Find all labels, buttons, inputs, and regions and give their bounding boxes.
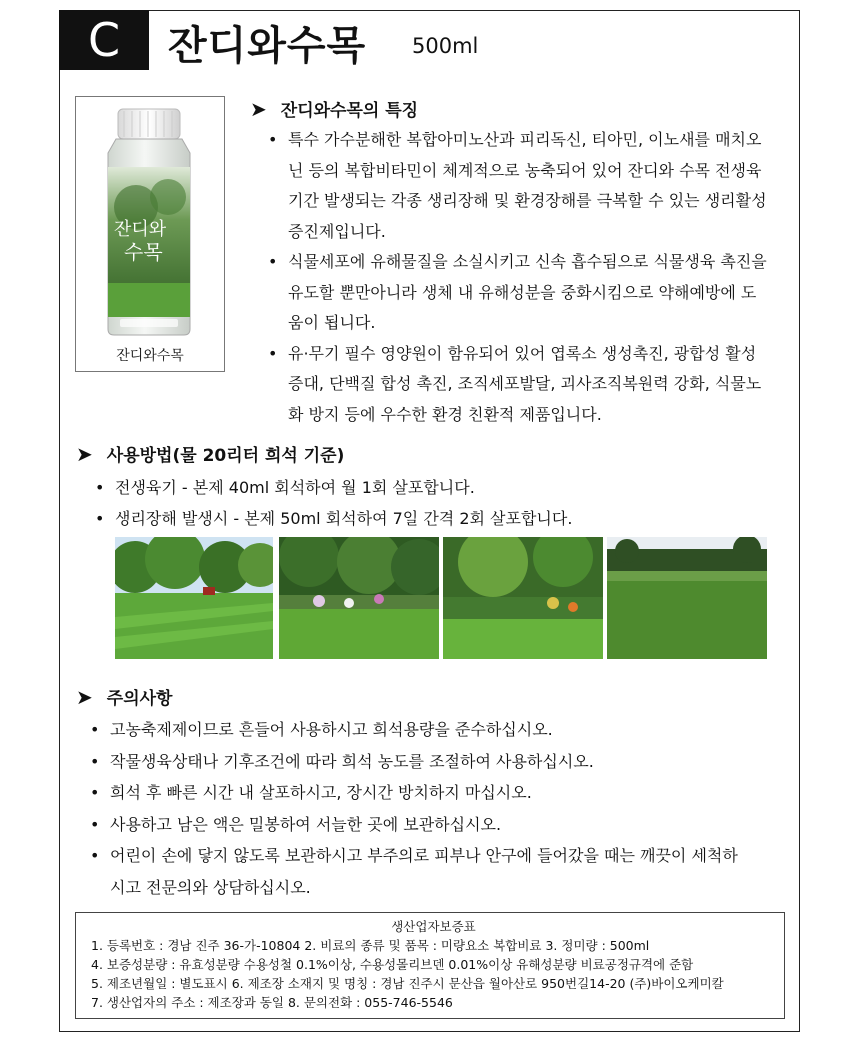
features-heading-text: 잔디와수목의 특징 bbox=[280, 101, 419, 121]
list-item: • 고농축제제이므로 흔들어 사용하시고 희석용량을 준수하십시오. bbox=[90, 714, 750, 746]
list-item: • 어린이 손에 닿지 않도록 보관하시고 부주의로 피부나 안구에 들어갔을 때는 깨끗이 세척하시고 전문의와 상담하십시오. bbox=[90, 840, 750, 903]
producer-guarantee-box bbox=[75, 912, 785, 1019]
list-item: • 전생육기 - 본제 40ml 회석하여 월 1회 살포합니다. bbox=[95, 472, 735, 503]
product-image-box bbox=[75, 96, 225, 372]
section-letter: C bbox=[87, 13, 121, 67]
lawn-photo bbox=[443, 537, 603, 659]
cautions-heading bbox=[76, 684, 172, 709]
section-letter-badge bbox=[59, 10, 149, 70]
list-item: • 생리장해 발생시 - 본제 50ml 회석하여 7일 간격 2회 살포합니다. bbox=[95, 503, 735, 534]
bottle-label-text-2: 수목 bbox=[124, 240, 163, 264]
guarantee-line: 4. 보증성분량 : 유효성분량 수용성철 0.1%이상, 수용성몰리브덴 0.01%이상 유해성분량 비료공정규격에 준함 bbox=[91, 957, 694, 972]
guarantee-line: 7. 생산업자의 주소 : 제조장과 동일 8. 문의전화 : 055-746-5546 bbox=[91, 995, 453, 1010]
usage-heading bbox=[76, 441, 344, 466]
list-item: • 사용하고 남은 액은 밀봉하여 서늘한 곳에 보관하십시오. bbox=[90, 809, 750, 841]
lawn-photo bbox=[607, 537, 767, 659]
arrow-icon: ➤ bbox=[250, 96, 267, 121]
lawn-photo bbox=[115, 537, 273, 659]
arrow-icon: ➤ bbox=[76, 684, 93, 709]
list-item: • 특수 가수분해한 복합아미노산과 피리독신, 티아민, 이노새를 매치오닌 등의 복합비타민이 체계적으로 농축되어 있어 잔디와 수목 전생육기간 발생되는 각종 생리장해 및 환경장해를 극복할 수 있는 생리활성 증진제입니다. bbox=[268, 125, 768, 247]
list-item: • 작물생육상태나 기후조건에 따라 희석 농도를 조절하여 사용하십시오. bbox=[90, 746, 750, 778]
list-item: • 식물세포에 유해물질을 소실시키고 신속 흡수됨으로 식물생육 촉진을 유도할 뿐만아니라 생체 내 유해성분을 중화시킴으로 약해예방에 도움이 됩니다. bbox=[268, 247, 768, 339]
guarantee-title: 생산업자보증표 bbox=[391, 919, 476, 934]
features-heading bbox=[250, 96, 418, 121]
product-caption: 잔디와수목 bbox=[116, 348, 184, 364]
usage-list bbox=[95, 472, 735, 534]
product-volume: 500ml bbox=[412, 34, 479, 58]
bottle-label-text-1: 잔디와 bbox=[114, 219, 167, 240]
cautions-heading-text: 주의사항 bbox=[106, 689, 173, 709]
guarantee-line: 5. 제조년월일 : 별도표시 6. 제조장 소재지 및 명칭 : 경남 진주시 문산읍 월아산로 950번길14-20 (주)바이오케미칼 bbox=[91, 976, 724, 991]
features-list bbox=[268, 125, 768, 430]
lawn-photos bbox=[115, 537, 767, 659]
guarantee-line: 1. 등록번호 : 경남 진주 36-가-10804 2. 비료의 종류 및 품목 : 미량요소 복합비료 3. 정미량 : 500ml bbox=[91, 938, 650, 953]
product-title: 잔디와수목 bbox=[168, 23, 367, 69]
list-item: • 희석 후 빠른 시간 내 살포하시고, 장시간 방치하지 마십시오. bbox=[90, 777, 750, 809]
usage-heading-text: 사용방법(물 20리터 희석 기준) bbox=[106, 446, 345, 466]
bottle-illustration bbox=[76, 97, 224, 347]
lawn-photo bbox=[279, 537, 439, 659]
arrow-icon: ➤ bbox=[76, 441, 93, 466]
cautions-list bbox=[90, 714, 750, 903]
list-item: • 유·무기 필수 영양원이 함유되어 있어 엽록소 생성촉진, 광합성 활성 증대, 단백질 합성 촉진, 조직세포발달, 괴사조직복원력 강화, 식물노화 방지 등에 우수한 환경 친환적 제품입니다. bbox=[268, 339, 768, 431]
